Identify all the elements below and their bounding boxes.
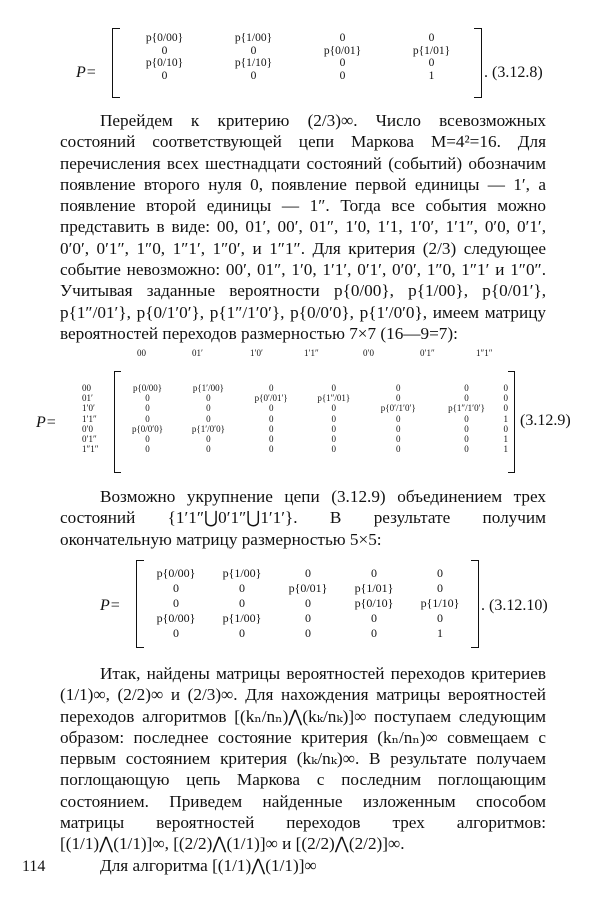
row-label: 1′0′ xyxy=(82,403,95,414)
matrix-cell: 0 xyxy=(396,383,401,394)
matrix-label: P= xyxy=(36,414,57,431)
matrix-cell: 0 xyxy=(305,626,311,640)
equation-number: . (3.12.8) xyxy=(484,64,543,81)
matrix-cell: 0 xyxy=(206,444,211,455)
matrix-row xyxy=(118,393,510,403)
matrix-cell: 0 xyxy=(239,596,245,610)
matrix-cell: 0 xyxy=(173,581,179,595)
matrix-row xyxy=(118,383,510,393)
right-bracket xyxy=(508,371,515,473)
row-label: 0′1″ xyxy=(82,434,97,445)
row-label: 1″1″ xyxy=(82,444,99,455)
matrix-row xyxy=(120,57,476,70)
matrix-cell: 1 xyxy=(503,444,508,455)
paragraph-text: Перейдем к критерию (2/3)∞. Число всевозможных состояний соответствующей цепи Маркова M=4²=16. Для перечисления всех шестнадцати состояний (событий) обозначим появление второго нуля 0, появление первой единицы — 1′, а появление второй единицы — 1″. Тогда все события можно представить в виде: 00, 01′, 00′, 01″, 1′0, 1′1, 1′0′, 1′1″, 0′0, 0′1′, 0′0′, 0′1″, 1″0, 1″1′, 1″0′, и 1″1″. Для критерия (2/3) следующее событие невозможно: 00′, 01″, 1′0, 1′1′, 0′1′, 0′0′, 1″0, 1″1′ и 1″0″. Учитывая заданные вероятности p{0/00}, p{1/00}, p{0/01′}, p{1″/01′}, p{0/1′0′}, p{1″/1′0′}, p{0/0′0}, p{1′/0′0}, имеем матрицу вероятностей переходов размерностью 7×7 (16—9=7): xyxy=(60,111,546,343)
matrix-cell: 0 xyxy=(503,383,508,394)
matrix-cell: 0 xyxy=(331,434,337,445)
matrix-cell: p{1′/00} xyxy=(192,383,224,394)
matrix-cell: 0 xyxy=(371,611,377,625)
matrix-cell: p{0/00} xyxy=(132,383,163,394)
matrix-cell: p{1/10} xyxy=(234,57,273,70)
matrix-cell: 0 xyxy=(464,393,469,404)
column-label: 1′0′ xyxy=(250,348,263,358)
matrix-cell: 0 xyxy=(331,383,337,394)
equation-number: (3.12.9) xyxy=(520,412,571,429)
column-label: 1″1″ xyxy=(476,348,493,358)
matrix-cell: p{0/10} xyxy=(145,57,184,70)
right-bracket xyxy=(474,28,482,98)
matrix-cell: 0 xyxy=(331,413,337,424)
matrix-cell: 0 xyxy=(331,403,337,414)
matrix-cell: p{0/10} xyxy=(354,596,394,610)
matrix-cell: 0 xyxy=(396,413,401,424)
row-label: 01′ xyxy=(82,393,93,404)
matrix-cell: 0 xyxy=(339,57,346,70)
matrix-cell: 0 xyxy=(396,393,401,404)
matrix-cell: 0 xyxy=(239,626,245,640)
matrix-cell: 0 xyxy=(145,444,150,455)
matrix-cell: 1 xyxy=(428,70,435,83)
matrix-cell: p{1/01} xyxy=(412,44,451,57)
matrix-cell: 0 xyxy=(371,626,377,640)
matrix-cell: 0 xyxy=(250,70,257,83)
matrix-cell: 0 xyxy=(331,423,337,434)
row-labels xyxy=(82,383,108,454)
matrix-cell: 1 xyxy=(503,434,508,445)
matrix-cell: 0 xyxy=(268,383,274,394)
matrix-row xyxy=(143,626,473,641)
matrix-cell: 0 xyxy=(503,423,508,434)
matrix-cell: 0 xyxy=(437,566,443,580)
matrix-cell: 0 xyxy=(161,70,168,83)
paragraph-criterion-2-3 xyxy=(60,110,546,344)
matrix-cell: 0 xyxy=(206,434,211,445)
matrix-cell: 0 xyxy=(145,403,150,414)
matrix-cell: 0 xyxy=(331,444,337,455)
matrix-cell: 1 xyxy=(503,413,508,424)
matrix-cell: 0 xyxy=(305,596,311,610)
matrix-cell: p{1″/01} xyxy=(317,393,351,404)
matrix-cell: p{0′/01′} xyxy=(254,393,288,404)
matrix-cell: 0 xyxy=(464,413,469,424)
matrix-row xyxy=(120,70,476,83)
column-label: 00 xyxy=(137,348,146,358)
matrix-row xyxy=(143,611,473,626)
matrix-cell: p{0/00} xyxy=(156,566,196,580)
matrix-cell: 0 xyxy=(268,423,274,434)
matrix-cell: p{1/00} xyxy=(222,566,262,580)
row-label: 00 xyxy=(82,383,91,393)
column-label: 0′1″ xyxy=(420,348,435,358)
matrix-cell: 0 xyxy=(371,566,377,580)
matrix-cell: p{0/01} xyxy=(288,581,328,595)
matrix-cell: 0 xyxy=(145,393,150,404)
matrix-cell: 0 xyxy=(464,434,469,445)
matrix-row xyxy=(120,32,476,45)
matrix-cell: 0 xyxy=(428,57,435,70)
matrix-cell: 0 xyxy=(464,383,469,394)
matrix-row xyxy=(118,424,510,434)
matrix-row xyxy=(120,45,476,58)
column-label: 1′1″ xyxy=(304,348,319,358)
matrix-cell: p{1′/0′0} xyxy=(191,423,225,434)
matrix-cell: 0 xyxy=(268,444,274,455)
matrix-cell: 0 xyxy=(503,403,508,414)
matrix-cell: 0 xyxy=(145,413,150,424)
paragraph-text: Возможно укрупнение цепи (3.12.9) объединением трех состояний {1′1″⋃0′1″⋃1′1′}. В результате получим окончательную матрицу размерностью 5×5: xyxy=(60,487,546,549)
matrix-cell: 0 xyxy=(396,423,401,434)
matrix-cell: p{0/00} xyxy=(156,611,196,625)
matrix-cell: p{0′/1′0′} xyxy=(380,403,416,414)
matrix-cell: 0 xyxy=(428,32,435,45)
transition-matrix xyxy=(118,383,510,454)
matrix-cell: 0 xyxy=(173,626,179,640)
matrix-row xyxy=(118,434,510,444)
transition-matrix xyxy=(120,32,476,82)
matrix-cell: 0 xyxy=(268,413,274,424)
column-label: 01′ xyxy=(192,348,203,358)
matrix-cell: p{1/00} xyxy=(234,32,273,45)
paragraph-algorithm-line: Для алгоритма [(1/1)⋀(1/1)]∞ xyxy=(100,855,317,875)
matrix-cell: 0 xyxy=(206,413,211,424)
matrix-cell: 0 xyxy=(305,611,311,625)
matrix-cell: 0 xyxy=(206,403,211,414)
matrix-cell: 0 xyxy=(396,444,401,455)
matrix-cell: p{1/00} xyxy=(222,611,262,625)
matrix-cell: 0 xyxy=(339,70,346,83)
column-labels xyxy=(0,348,592,360)
equation-number: . (3.12.10) xyxy=(481,597,548,614)
matrix-cell: 0 xyxy=(268,403,274,414)
row-label: 0′0 xyxy=(82,423,93,434)
matrix-row xyxy=(143,581,473,596)
matrix-cell: 0 xyxy=(464,423,469,434)
matrix-label: P= xyxy=(76,64,97,81)
matrix-cell: 0 xyxy=(437,581,443,595)
matrix-row xyxy=(118,403,510,413)
matrix-cell: 0 xyxy=(268,434,274,445)
matrix-cell: p{1/10} xyxy=(420,596,460,610)
matrix-cell: p{1/01} xyxy=(354,581,394,595)
matrix-cell: 0 xyxy=(396,434,401,445)
matrix-row xyxy=(143,596,473,611)
transition-matrix xyxy=(143,566,473,641)
matrix-cell: p{0/0′0} xyxy=(131,423,164,434)
right-bracket xyxy=(471,560,479,648)
paragraph-algorithms xyxy=(60,663,546,876)
row-label: 1′1″ xyxy=(82,413,97,424)
matrix-cell: 0 xyxy=(437,611,443,625)
paragraph-text: Итак, найдены матрицы вероятностей переходов критериев (1/1)∞, (2/2)∞ и (2/3)∞. Для нахождения матрицы вероятностей переходов алгоритмов [(kₙ/nₙ)⋀(kₖ/nₖ)]∞ поступаем следующим образом: последнее состояние критерия (kₙ/nₙ)∞ совмещаем с первым состоянием критерия (kₖ/nₖ)∞. В результате получаем поглощающую цепь Маркова с последним поглощающим состоянием. Приведем найденные изложенным способом матрицы вероятностей переходов трех алгоритмов: [(1/1)⋀(1/1)]∞, [(2/2)⋀(1/1)]∞ и [(2/2)⋀(2/2)]∞. xyxy=(60,664,546,854)
matrix-cell: p{0/00} xyxy=(145,32,184,45)
matrix-cell: 0 xyxy=(239,581,245,595)
matrix-cell: p{1″/1′0′} xyxy=(448,403,485,414)
matrix-row xyxy=(143,566,473,581)
matrix-cell: 0 xyxy=(339,32,346,45)
matrix-cell: 0 xyxy=(173,596,179,610)
matrix-cell: 0 xyxy=(305,566,311,580)
page-number: 114 xyxy=(22,858,46,875)
left-bracket xyxy=(112,28,120,98)
paragraph-consolidation xyxy=(60,486,546,550)
matrix-row xyxy=(118,414,510,424)
matrix-cell: 0 xyxy=(464,444,469,455)
matrix-cell: 0 xyxy=(503,393,508,404)
matrix-cell: p{0/01} xyxy=(323,44,362,57)
matrix-cell: 0 xyxy=(206,393,211,404)
matrix-cell: 1 xyxy=(437,626,443,640)
matrix-cell: 0 xyxy=(145,434,150,445)
matrix-cell: 0 xyxy=(250,44,257,57)
matrix-row xyxy=(118,444,510,454)
matrix-cell: 0 xyxy=(161,44,168,57)
column-label: 0′0 xyxy=(363,348,374,358)
matrix-label: P= xyxy=(100,597,121,614)
